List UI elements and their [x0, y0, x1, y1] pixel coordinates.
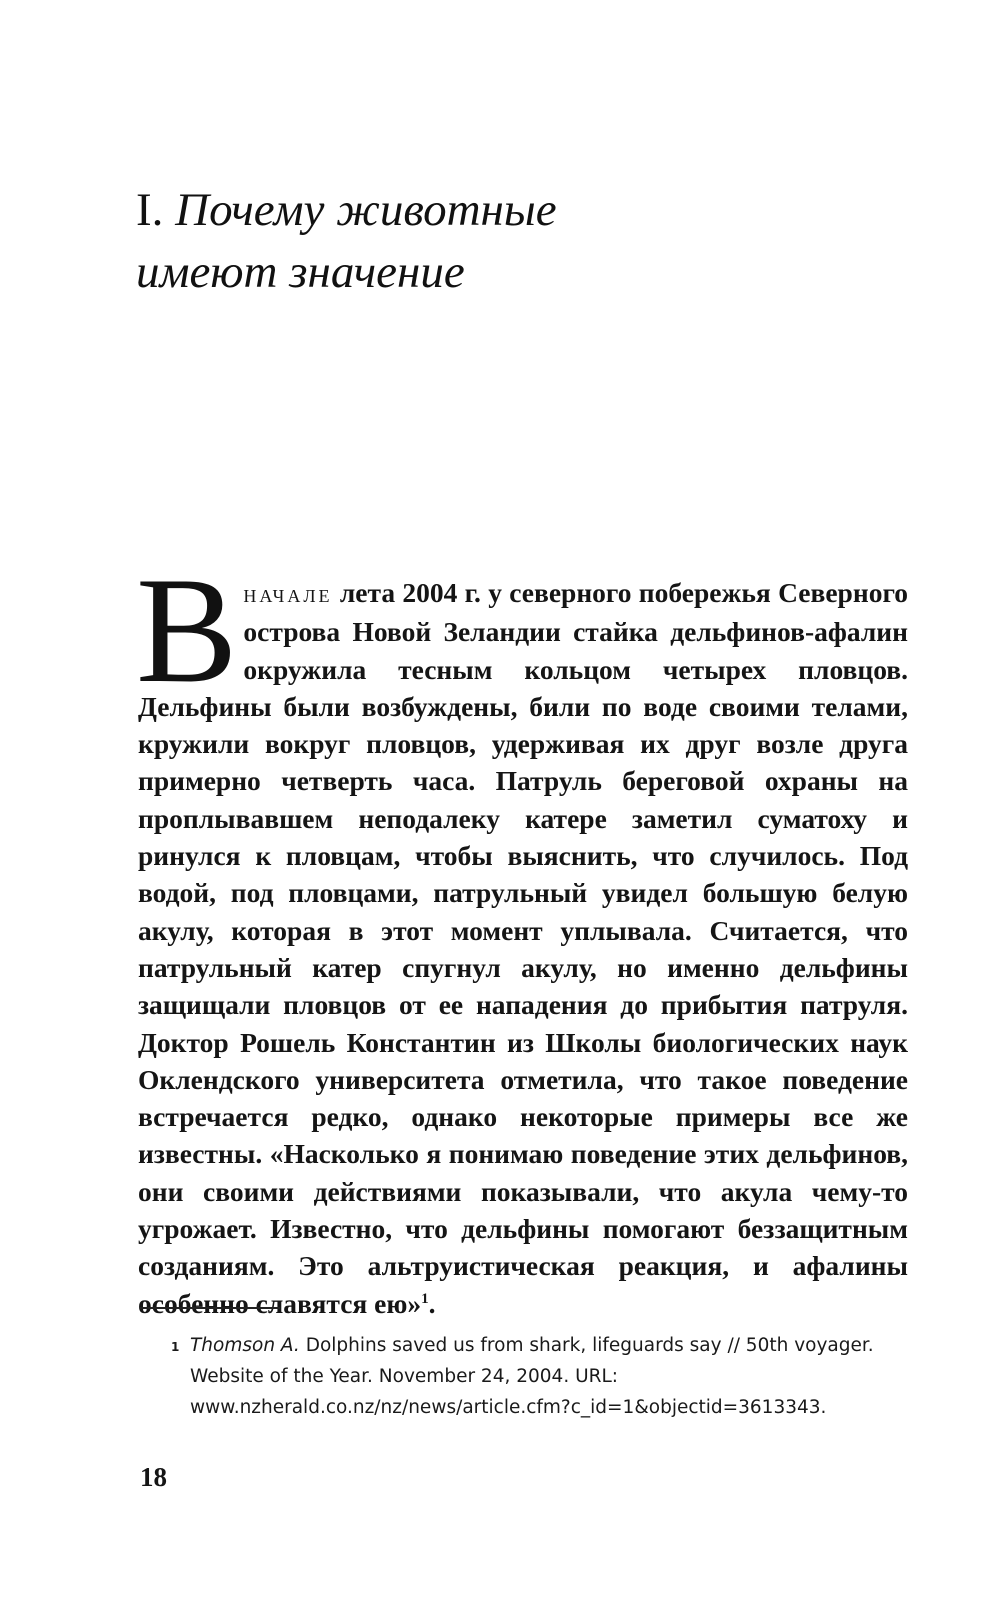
- chapter-title: [136, 179, 896, 303]
- footnote-author: Thomson A.: [190, 1335, 300, 1356]
- footnote-divider: [140, 1307, 280, 1309]
- chapter-number: I.: [136, 184, 164, 237]
- paragraph-text: лета 2004 г. у северного побережья Северного острова Новой Зеландии стайка дельфинов-афалин окружила тесным кольцом четырех пловцов. Дельфины были возбуждены, били по воде своими телами, кружили вокруг пловцов, удерживая их друг возле друга примерно четверть часа. Патруль береговой охраны на проплывавшем неподалеку катере заметил суматоху и ринулся к пловцам, чтобы выяснить, что случилось. Под водой, под пловцами, патрульный увидел большую белую акулу, которая в этот момент уплывала. Считается, что патрульный катер спугнул акулу, но именно дельфины защищали пловцов от ее нападения до прибытия патруля. Доктор Рошель Константин из Школы биологических наук Оклендского университета отметила, что такое поведение встречается редко, однако некоторые примеры все же известны. «Насколько я понимаю поведение этих дельфинов, они своими действиями показывали, что акула чему-то угрожает. Известно, что дельфины помогают беззащитным созданиям. Это альтруистическая реакция, и афалины особенно славятся ею»: [138, 577, 908, 1319]
- body-text: [136, 546, 908, 1322]
- page-number: 18: [140, 1462, 167, 1492]
- opening-smallcaps: начале: [243, 581, 333, 608]
- chapter-title-line2: имеют значение: [136, 246, 465, 299]
- footnote: [171, 1330, 911, 1423]
- footnote-body: [190, 1330, 911, 1423]
- chapter-title-line1: Почему животные: [175, 184, 557, 237]
- drop-cap: В: [136, 546, 238, 714]
- paragraph: [136, 546, 908, 1322]
- paragraph-end: .: [428, 1287, 436, 1319]
- footnote-number: 1: [171, 1340, 180, 1354]
- footnote-reference: 1: [421, 1290, 429, 1307]
- footnote-text: Dolphins saved us from shark, lifeguards say // 50th voyager. Website of the Year. November 24, 2004. URL: www.nzherald.co.nz/nz/news/article.cfm?c_id=1&objectid=3613343.: [190, 1335, 874, 1418]
